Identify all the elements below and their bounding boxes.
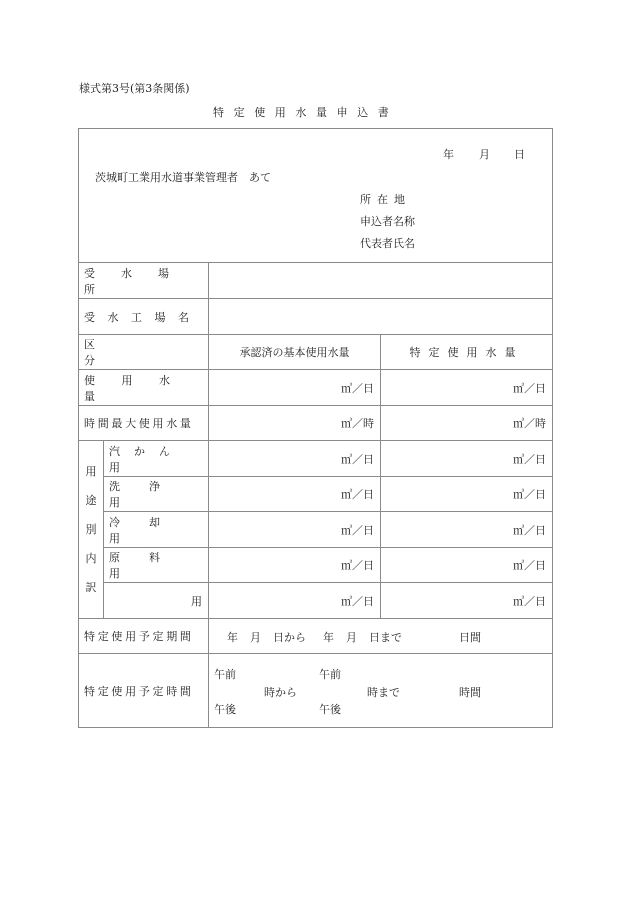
period-from-month: 月 <box>250 631 261 644</box>
label-text: 用 <box>191 594 202 608</box>
label-text: 用途別内訳 <box>85 465 97 594</box>
washing-use-label <box>104 477 209 512</box>
field-applicant-name: 申込者名称 <box>360 215 415 228</box>
date-month: 月 <box>479 148 490 161</box>
category-label <box>79 335 209 370</box>
receiving-place-label <box>79 263 209 299</box>
label-text: 原料用 <box>109 551 189 580</box>
period-to-day: 日まで <box>369 631 402 644</box>
field-address: 所在地 <box>360 193 411 206</box>
other-use-approved[interactable]: ㎥／日 <box>209 583 381 619</box>
form-number: 様式第3号(第3条関係) <box>79 82 190 95</box>
form-title: 特定使用水量申込書 <box>213 106 399 119</box>
period-from-day: 日から <box>273 631 306 644</box>
from-am[interactable]: 午前 <box>214 668 236 681</box>
label-text: 時間最大使用水量 <box>84 417 194 430</box>
header-block <box>79 129 553 263</box>
from-pm[interactable]: 午後 <box>214 703 236 716</box>
label-text: 区分 <box>84 338 173 367</box>
cooling-use-label <box>104 512 209 548</box>
period-label <box>79 619 209 654</box>
hourly-max-approved[interactable]: ㎥／時 <box>209 406 381 441</box>
factory-name-label <box>79 299 209 335</box>
date-year: 年 <box>443 148 454 161</box>
to-am[interactable]: 午前 <box>319 668 341 681</box>
label-text: 汽かん用 <box>109 444 184 474</box>
date-day: 日 <box>514 148 525 161</box>
boiler-use-approved[interactable]: ㎥／日 <box>209 441 381 477</box>
label-text: 受水工場名 <box>84 310 202 324</box>
cooling-use-specific[interactable]: ㎥／日 <box>381 512 553 548</box>
field-representative: 代表者氏名 <box>360 237 415 250</box>
boiler-use-label <box>104 441 209 477</box>
other-use-specific[interactable]: ㎥／日 <box>381 583 553 619</box>
time-label <box>79 654 209 728</box>
application-table <box>78 128 553 728</box>
time-hours: 時間 <box>459 686 481 699</box>
label-text: 受水場所 <box>84 266 195 296</box>
hourly-max-label <box>79 406 209 441</box>
washing-use-specific[interactable]: ㎥／日 <box>381 477 553 512</box>
to-pm[interactable]: 午後 <box>319 703 341 716</box>
label-text: 冷却用 <box>109 515 189 545</box>
cooling-use-approved[interactable]: ㎥／日 <box>209 512 381 548</box>
raw-material-use-approved[interactable]: ㎥／日 <box>209 548 381 583</box>
water-usage-approved[interactable]: ㎥／日 <box>209 370 381 406</box>
receiving-place-input[interactable] <box>209 263 553 299</box>
period-to-month: 月 <box>346 631 357 644</box>
water-usage-specific[interactable]: ㎥／日 <box>381 370 553 406</box>
addressee: 茨城町工業用水道事業管理者 あて <box>95 171 271 184</box>
time-to: 時まで <box>367 686 400 699</box>
specific-usage-header: 特定使用水量 <box>381 335 553 370</box>
label-text: 特定使用予定期間 <box>84 630 194 643</box>
raw-material-use-label <box>104 548 209 583</box>
other-use-label[interactable] <box>104 583 209 619</box>
time-input[interactable] <box>209 654 553 728</box>
time-from: 時から <box>264 686 297 699</box>
hourly-max-specific[interactable]: ㎥／時 <box>381 406 553 441</box>
period-days: 日間 <box>459 631 481 644</box>
boiler-use-specific[interactable]: ㎥／日 <box>381 441 553 477</box>
label-text: 洗浄用 <box>109 480 189 509</box>
breakdown-group-label <box>79 441 104 619</box>
approved-base-header: 承認済の基本使用水量 <box>209 335 381 370</box>
period-from-year: 年 <box>227 631 238 644</box>
water-usage-label <box>79 370 209 406</box>
period-input[interactable] <box>209 619 553 654</box>
period-to-year: 年 <box>323 631 334 644</box>
washing-use-approved[interactable]: ㎥／日 <box>209 477 381 512</box>
raw-material-use-specific[interactable]: ㎥／日 <box>381 548 553 583</box>
label-text: 特定使用予定時間 <box>84 684 194 698</box>
label-text: 使用水量 <box>84 373 197 403</box>
factory-name-input[interactable] <box>209 299 553 335</box>
